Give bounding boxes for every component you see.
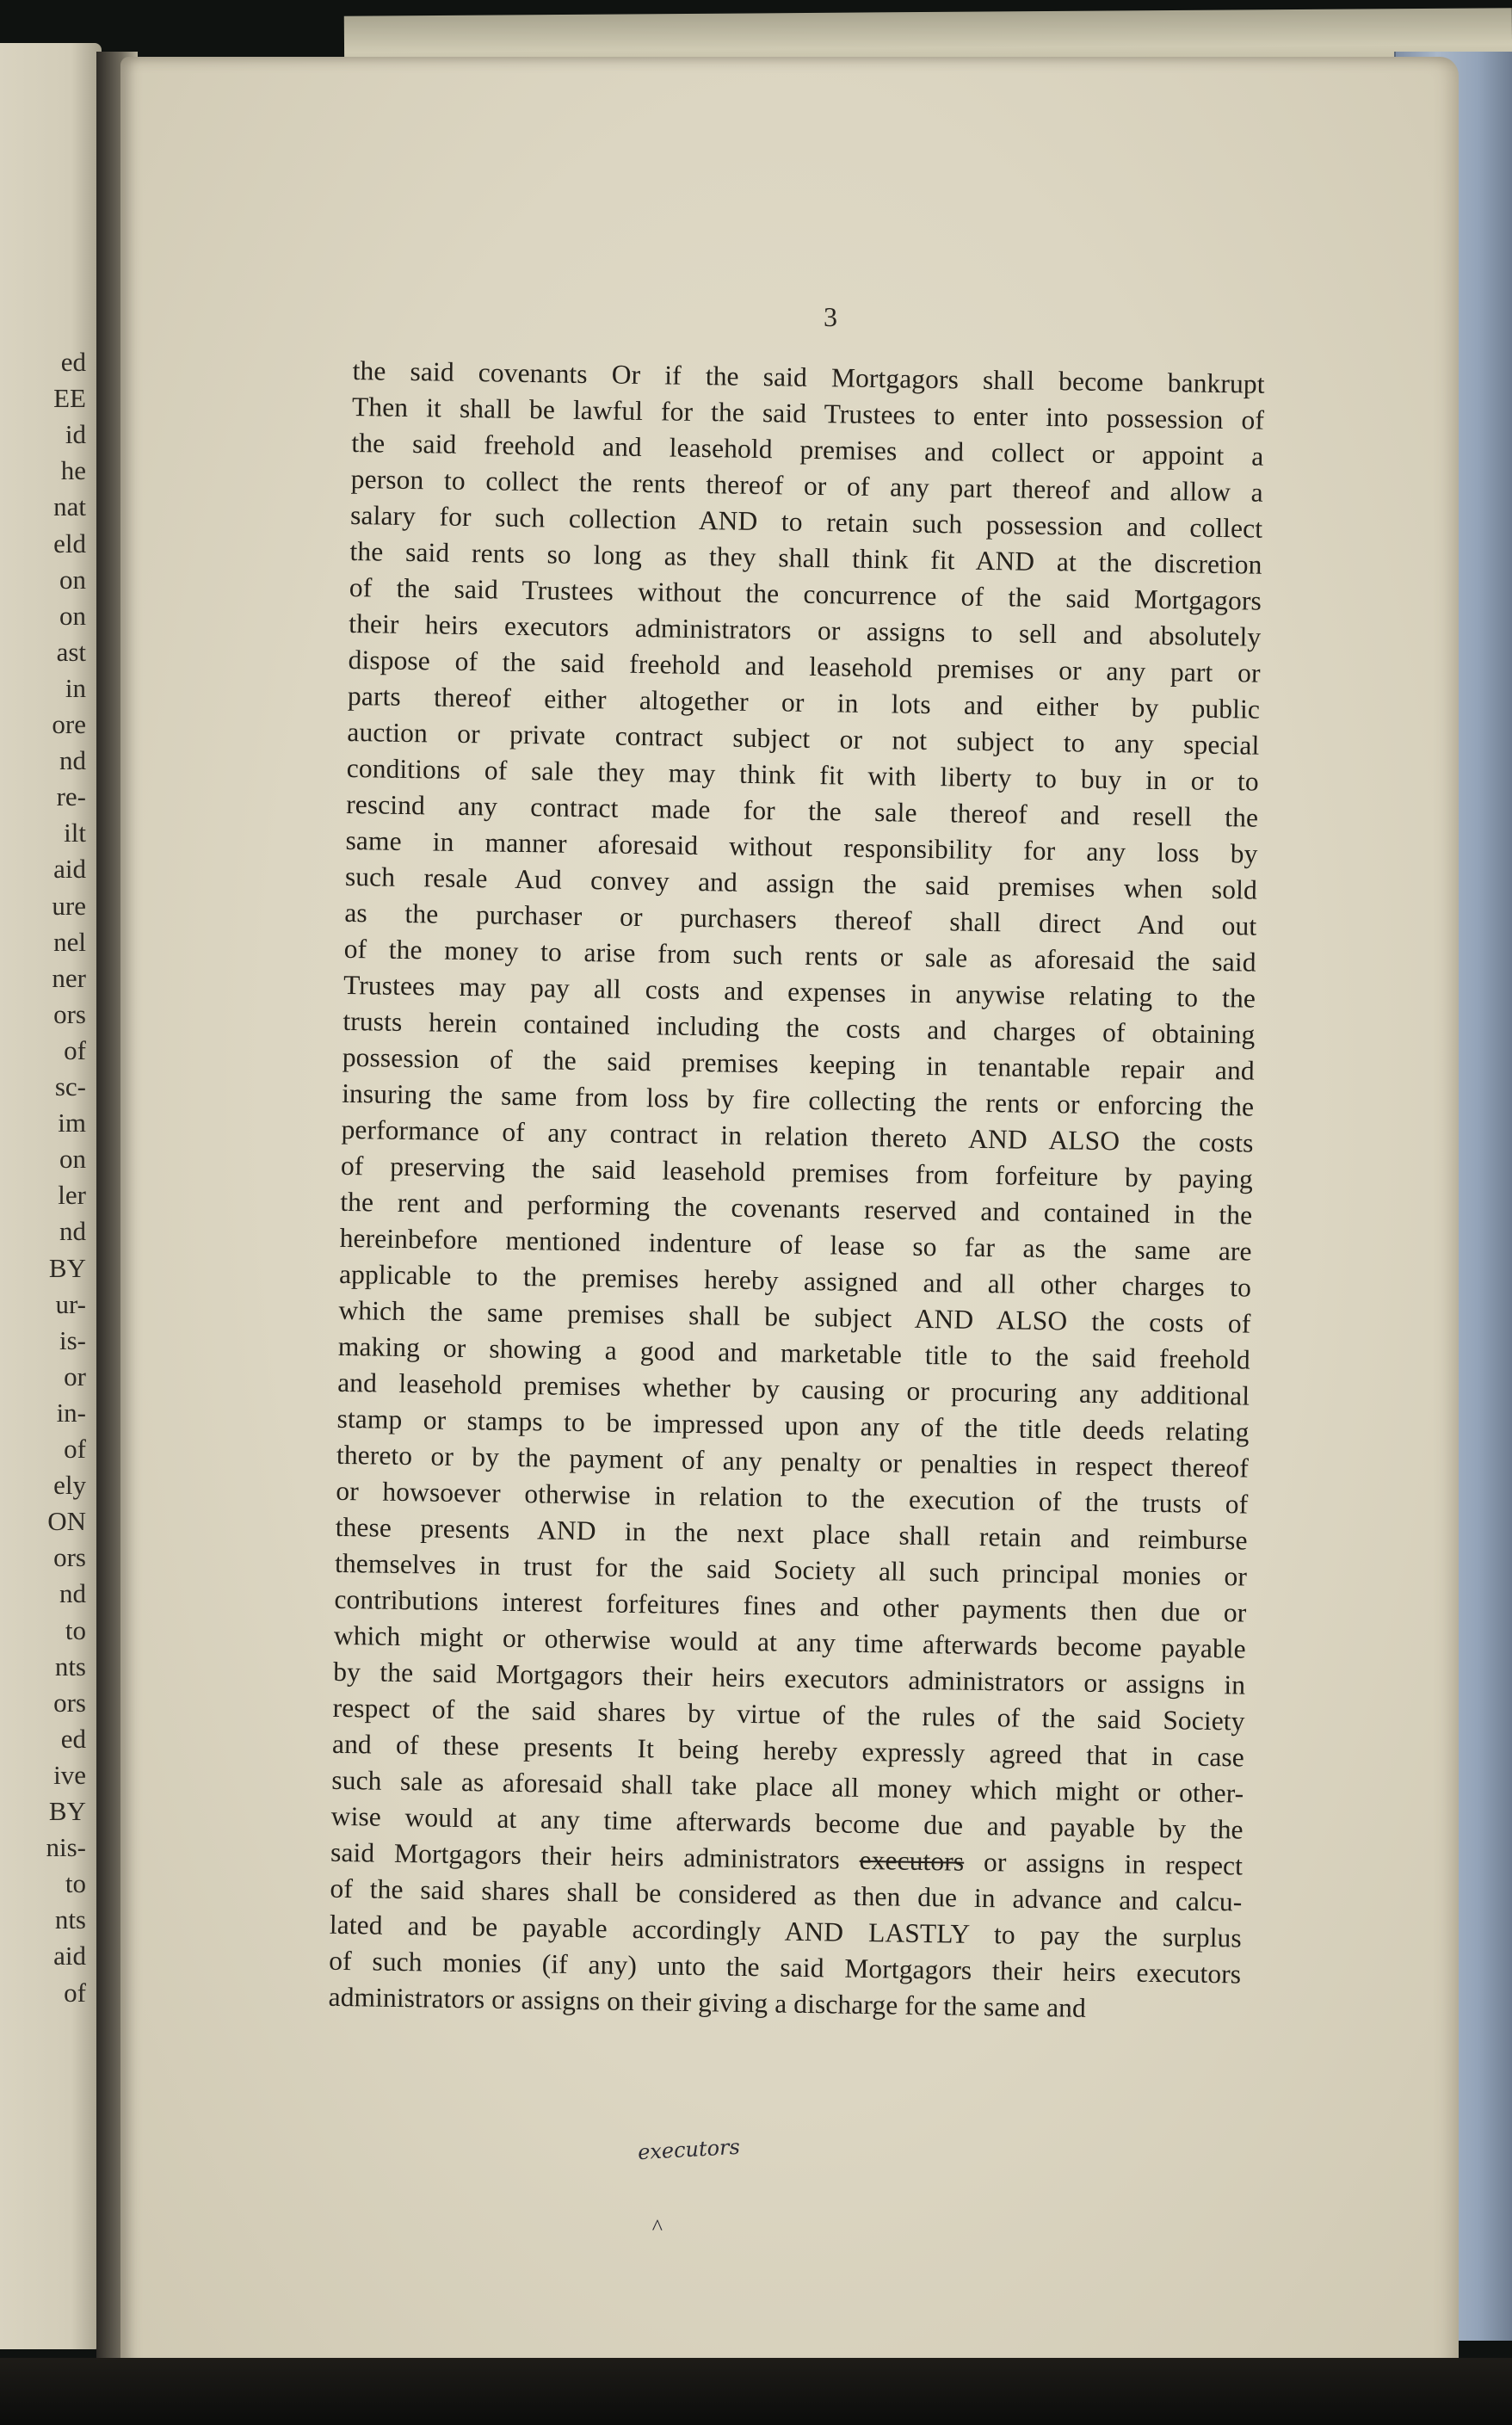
previous-page-fragment: ors <box>53 1542 86 1573</box>
text-line: Then it shall be lawful for the said Trustees to enter into possession of <box>351 391 1265 435</box>
text-line: auction or private contract subject or not subject to any special <box>347 716 1260 761</box>
text-line: such resale Aud convey and assign the said premises when sold <box>344 861 1258 905</box>
text-line: their heirs executors administrators or assigns to sell and absolutely <box>349 608 1262 652</box>
text-line: and leasehold premises whether by causing or procuring any additional <box>336 1367 1250 1411</box>
text-line: the said rents so long as they shall think fit AND at the discretion <box>349 535 1262 580</box>
previous-page-fragment: nat <box>53 491 86 522</box>
text-line: or howsoever otherwise in relation to the execution of the trusts of <box>336 1475 1249 1520</box>
bottom-shadow <box>0 2358 1512 2425</box>
amended-line-before: said Mortgagors their heirs administrators <box>330 1836 860 1875</box>
previous-page-fragment: ors <box>53 998 86 1029</box>
text-line: parts thereof either altogether or in lots and either by public <box>347 680 1261 725</box>
previous-page-fragment: nd <box>59 1578 86 1609</box>
previous-page-fragment: im <box>58 1108 86 1138</box>
previous-page-fragment: sc- <box>54 1071 86 1101</box>
previous-page-fragment: of <box>64 1434 86 1464</box>
text-line: rescind any contract made for the sale thereof and resell the <box>345 788 1259 833</box>
previous-page-fragment: EE <box>53 383 86 414</box>
previous-page-fragment: ON <box>47 1506 86 1537</box>
text-line: of such monies (if any) unto the said Mortgagors their heirs executors <box>329 1945 1242 1990</box>
previous-page-fragment: re- <box>56 781 86 812</box>
text-line: lated and be payable accordingly AND LASTLY to pay the surplus <box>329 1909 1243 1953</box>
previous-page-fragment: ner <box>52 962 86 993</box>
text-line: respect of the said shares by virtue of the rules of the said Society <box>332 1692 1245 1737</box>
text-line: wise would at any time afterwards become due and payable by the <box>330 1800 1244 1845</box>
insertion-caret: ^ <box>651 2214 663 2240</box>
previous-page-fragment: ely <box>53 1470 86 1501</box>
previous-page-fragment: ed <box>60 347 86 377</box>
previous-page-fragment: nts <box>54 1904 86 1935</box>
previous-page-fragment: in- <box>56 1397 86 1428</box>
text-line: the said covenants Or if the said Mortgagors shall become bankrupt <box>352 355 1265 399</box>
previous-page-fragment: nts <box>54 1651 86 1681</box>
previous-page-fragment: ur- <box>55 1288 86 1319</box>
previous-page-fragment: BY <box>48 1796 86 1826</box>
text-line: contributions interest forfeitures fines and other payments then due or <box>334 1583 1247 1628</box>
text-line: the rent and performing the covenants reserved and contained in the <box>340 1186 1253 1231</box>
amended-line-after: or assigns in respect <box>963 1846 1244 1881</box>
previous-page-fragment: of <box>64 1977 86 2008</box>
previous-page-fragment: to <box>65 1868 86 1899</box>
previous-page-fragment: of <box>64 1034 86 1065</box>
previous-page-fragment: on <box>59 1144 86 1175</box>
text-line: of the said shares shall be considered as then due in advance and calcu- <box>330 1873 1243 1917</box>
previous-page-fragment: aid <box>53 854 86 885</box>
previous-page-fragment: aid <box>53 1941 86 1971</box>
previous-page-fragment: id <box>65 419 86 450</box>
previous-page-fragment: ure <box>52 890 86 921</box>
previous-page-fragment: nis- <box>46 1832 86 1863</box>
text-line: these presents AND in the next place shall retain and reimburse <box>335 1511 1248 1556</box>
text-line: by the said Mortgagors their heirs executors administrators or assigns in <box>333 1656 1246 1700</box>
text-line: conditions of sale they may think fit with liberty to buy in or to <box>346 752 1259 797</box>
text-line: trusts herein contained including the costs and charges of obtaining <box>343 1005 1256 1050</box>
previous-page-fragment: ors <box>53 1687 86 1718</box>
text-line: Trustees may pay all costs and expenses in anywise relating to the <box>343 969 1256 1014</box>
text-line: possession of the said premises keeping in tenantable repair and <box>342 1041 1256 1086</box>
previous-page-fragment: nd <box>59 745 86 776</box>
text-line: salary for such collection AND to retain such possession and collect <box>349 499 1263 544</box>
text-line: stamp or stamps to be impressed upon any of the title deeds relating <box>336 1403 1250 1447</box>
previous-page-fragment: ast <box>56 636 86 667</box>
handwritten-insertion: executors <box>637 2134 741 2165</box>
previous-page-fragment: nel <box>53 926 86 957</box>
previous-page-fragment: BY <box>48 1252 86 1283</box>
text-line: person to collect the rents thereof or of any part thereof and allow a <box>350 463 1263 508</box>
text-line: same in manner aforesaid without responsibility for any loss by <box>345 824 1258 869</box>
previous-page-fragment: to <box>65 1614 86 1645</box>
struck-word: executors <box>859 1844 965 1877</box>
body-text <box>328 353 1265 2240</box>
text-line: such sale as aforesaid shall take place all money which might or other- <box>331 1764 1244 1809</box>
previous-page-edge <box>0 43 102 2349</box>
previous-page-fragment: ilt <box>64 818 86 848</box>
page-number: 3 <box>824 301 837 332</box>
text-line: themselves in trust for the said Society all such principal monies or <box>334 1547 1248 1592</box>
text-line: administrators or assigns on their giving a discharge for the same and <box>328 1981 1087 2023</box>
text-line: of the money to arise from such rents or sale as aforesaid the said <box>343 933 1256 978</box>
text-lines-main <box>330 353 1264 1848</box>
text-line: applicable to the premises hereby assigned and all other charges to <box>338 1258 1252 1303</box>
text-line: insuring the same from loss by fire collecting the rents or enforcing the <box>341 1077 1255 1122</box>
previous-page-fragment: ed <box>60 1723 86 1754</box>
text-line: as the purchaser or purchasers thereof shall direct And out <box>344 897 1257 941</box>
text-line: thereto or by the payment of any penalty or penalties in respect thereof <box>336 1439 1250 1484</box>
text-line: of the said Trustees without the concurrence of the said Mortgagors <box>349 571 1262 616</box>
text-line: of preserving the said leasehold premises from forfeiture by paying <box>340 1150 1254 1194</box>
previous-page-fragment: on <box>59 600 86 631</box>
text-line: which might or otherwise would at any time afterwards become payable <box>333 1620 1247 1664</box>
text-line: hereinbefore mentioned indenture of lease so far as the same are <box>339 1222 1252 1267</box>
previous-page-fragment: is- <box>59 1324 86 1355</box>
previous-page-fragment: or <box>64 1361 86 1391</box>
text-line: making or showing a good and marketable title to the said freehold <box>337 1330 1251 1375</box>
text-line: which the same premises shall be subject AND ALSO the costs of <box>338 1294 1251 1339</box>
previous-page-fragment: he <box>60 455 86 486</box>
text-line: performance of any contract in relation thereto AND ALSO the costs <box>341 1114 1254 1158</box>
previous-page-fragment: ler <box>58 1180 86 1211</box>
text-line: the said freehold and leasehold premises and collect or appoint a <box>351 427 1264 472</box>
text-line: and of these presents It being hereby expressly agreed that in case <box>331 1728 1245 1773</box>
previous-page-fragment: nd <box>59 1216 86 1247</box>
previous-page-fragment: in <box>65 672 86 703</box>
previous-page-fragment: ore <box>52 709 86 739</box>
text-line: dispose of the said freehold and leasehold premises or any part or <box>348 644 1261 688</box>
previous-page-fragment: ive <box>53 1759 86 1790</box>
previous-page-fragment: eld <box>53 528 86 558</box>
text-lines-tail <box>328 1871 1242 2029</box>
previous-page-fragment: on <box>59 564 86 595</box>
